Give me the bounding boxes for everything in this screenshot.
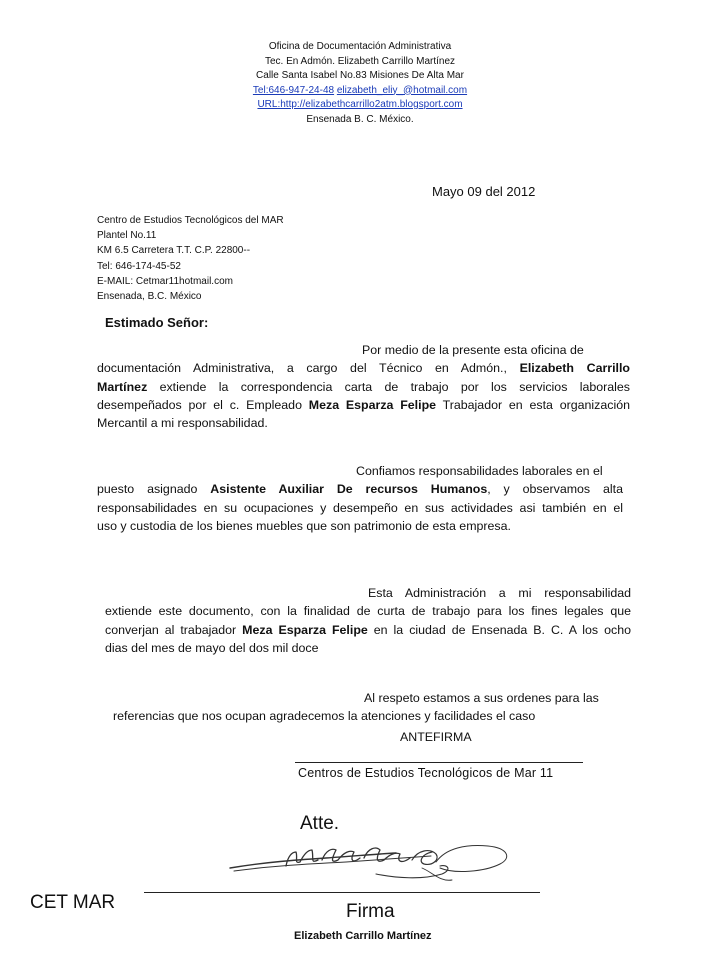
recipient-line: E-MAIL: Cetmar11hotmail.com	[97, 275, 233, 287]
handwritten-signature-icon	[226, 838, 516, 888]
paragraph-line: Esta Administración a mi responsabilidad	[368, 586, 631, 600]
paragraph-line: Confiamos responsabilidades laborales en el	[356, 464, 603, 478]
phone-link[interactable]: Tel:646-947-24-48	[252, 84, 335, 96]
paragraph-line: extiende este documento, con la finalidad de curta de trabajo para los fines legales que	[105, 604, 631, 619]
paragraph-line: Por medio de la presente esta oficina de	[362, 343, 584, 357]
firma-label: Firma	[346, 901, 395, 922]
website-link[interactable]: URL:http://elizabethcarrillo2atm.blogsport.com	[257, 99, 463, 110]
paragraph-line: Al respeto estamos a sus ordenes para las	[364, 691, 599, 705]
letter-date: Mayo 09 del 2012	[432, 184, 536, 199]
paragraph-line: desempeñados por el c. Empleado Meza Esparza Felipe Trabajador en esta organización	[97, 397, 630, 412]
paragraph-line: uso y custodia de los bienes muebles que son patrimonio de esta empresa.	[97, 518, 511, 533]
recipient-line: Centro de Estudios Tecnológicos del MAR	[97, 215, 284, 226]
paragraph-line: Mercantil a mi responsabilidad.	[97, 416, 268, 431]
institution-name: Centros de Estudios Tecnológicos de Mar 11	[298, 766, 554, 780]
letterhead-name: Tec. En Admón. Elizabeth Carrillo Martínez	[264, 55, 456, 67]
paragraph-line: responsabilidades en su ocupaciones y desempeño en sus actividades asi también en el	[97, 500, 623, 515]
antefirma-line	[295, 762, 583, 763]
letterhead-office: Oficina de Documentación Administrativa	[268, 41, 452, 52]
recipient-line: Plantel No.11	[97, 230, 157, 242]
paragraph-line: converjan al trabajador Meza Esparza Felipe en la ciudad de Ensenada B. C. A los ocho	[105, 622, 631, 637]
closing-atte: Atte.	[300, 813, 340, 834]
recipient-line: KM 6.5 Carretera T.T. C.P. 22800--	[97, 245, 251, 257]
email-link[interactable]: elizabeth_eliy_@hotmail.com	[336, 84, 468, 96]
antefirma-label: ANTEFIRMA	[400, 730, 472, 744]
letterhead	[0, 40, 720, 127]
cet-mar-label: CET MAR	[30, 892, 116, 913]
paragraph-line: documentación Administrativa, a cargo del Técnico en Admón., Elizabeth Carrillo	[97, 361, 631, 376]
signer-name: Elizabeth Carrillo Martínez	[294, 930, 432, 942]
paragraph-4	[113, 689, 633, 726]
paragraph-line: puesto asignado Asistente Auxiliar De recursos Humanos, y observamos alta	[97, 482, 623, 497]
letterhead-city: Ensenada B. C. México.	[306, 113, 414, 125]
greeting: Estimado Señor:	[105, 315, 209, 330]
paragraph-1	[97, 341, 630, 432]
paragraph-line: dias del mes de mayo del dos mil doce	[105, 640, 319, 655]
paragraph-line: Martínez extiende la correspondencia carta de trabajo por los servicios laborales	[97, 379, 630, 394]
recipient-line: Ensenada, B.C. México	[97, 291, 202, 303]
paragraph-line: referencias que nos ocupan agradecemos la atenciones y facilidades el caso	[113, 709, 536, 724]
paragraph-2	[97, 462, 623, 535]
letterhead-street: Calle Santa Isabel No.83 Misiones De Alta Mar	[256, 70, 464, 81]
recipient-line: Tel: 646-174-45-52	[97, 260, 181, 272]
letterhead-contact	[0, 84, 720, 99]
signature-line	[144, 892, 540, 893]
recipient-address	[97, 213, 284, 304]
paragraph-3	[105, 584, 631, 657]
